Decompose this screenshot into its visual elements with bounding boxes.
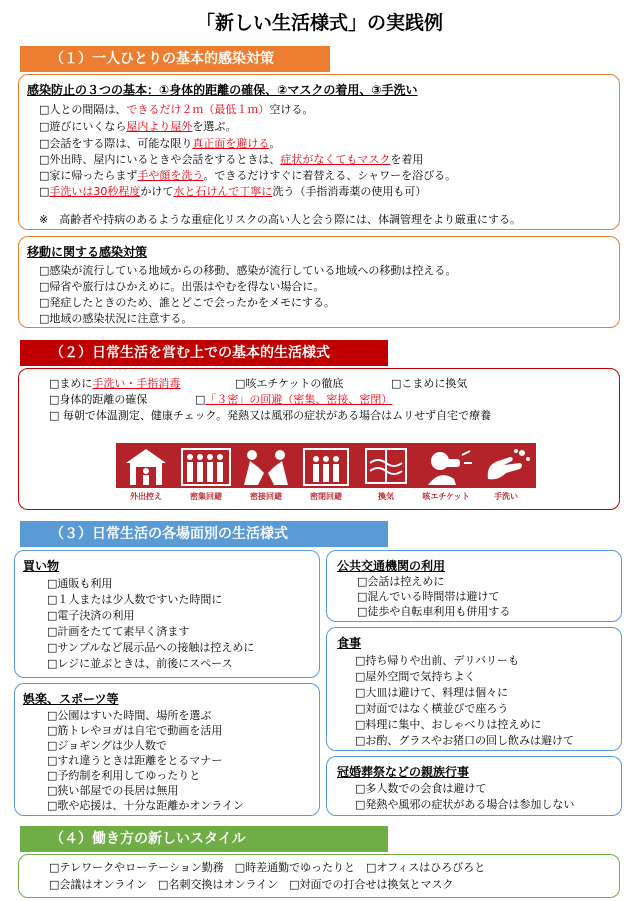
movement-box bbox=[18, 236, 620, 328]
basic-measures-box bbox=[18, 74, 620, 230]
movement-item: □感染が流行している地域からの移動、感染が流行している地域への移動は控える。 bbox=[39, 264, 457, 277]
transit-box bbox=[326, 550, 622, 622]
section-4-header: （４）働き方の新しいスタイル bbox=[20, 826, 388, 852]
meals-item: □お酌、グラスやお猪口の回し飲みは避けて bbox=[355, 734, 575, 747]
transit-heading: 公共交通機関の利用 bbox=[337, 559, 446, 573]
basic-item-2: □遊びにいくなら屋内より屋外を選ぶ。 bbox=[39, 120, 237, 133]
leisure-item: □すれ違うときは距離をとるマナー bbox=[47, 754, 223, 767]
cough-etiquette-icon bbox=[416, 443, 476, 488]
movement-heading: 移動に関する感染対策 bbox=[27, 245, 148, 259]
shopping-item: □１人または少人数ですいた時間に bbox=[47, 593, 223, 606]
shopping-item: □電子決済の利用 bbox=[47, 609, 135, 622]
basic-item-4: □外出時、屋内にいるときや会話をするときは、症状がなくてもマスクを着用 bbox=[39, 153, 424, 166]
basic-item-6: □手洗いは30秒程度かけて水と石けんで丁寧に洗う（手指消毒薬の使用も可） bbox=[39, 185, 427, 198]
leisure-item: □ジョギングは少人数で bbox=[47, 739, 167, 752]
handwash-icon bbox=[476, 443, 536, 488]
transit-item: □徒歩や自転車利用も併用する bbox=[357, 605, 511, 618]
icon-label: 密閉回避 bbox=[310, 492, 342, 501]
section-1-header: （１）一人ひとりの基本的感染対策 bbox=[20, 46, 330, 72]
shopping-item: □計画をたてて素早く済ます bbox=[47, 625, 190, 638]
shopping-box bbox=[14, 550, 320, 678]
close-contact-icon bbox=[236, 443, 296, 488]
ceremony-item: □多人数での会食は避けて bbox=[355, 782, 487, 795]
basic-note: ※ 高齢者や持病のあるような重症化リスクの高い人と会う際には、体調管理をより厳重にする。 bbox=[39, 213, 521, 226]
icon-label: 密集回避 bbox=[190, 492, 222, 501]
movement-item: □地域の感染状況に注意する。 bbox=[39, 312, 193, 325]
ceremony-item: □発熱や風邪の症状がある場合は参加しない bbox=[355, 798, 575, 811]
ceremony-box bbox=[326, 756, 622, 816]
daily-item-ventilation: □こまめに換気 bbox=[391, 377, 468, 390]
leisure-item: □歌や応援は、十分な距離かオンライン bbox=[47, 799, 245, 812]
daily-basics-box bbox=[18, 368, 620, 510]
house-person-icon bbox=[116, 443, 176, 488]
meals-item: □持ち帰りや出前、デリバリーも bbox=[355, 654, 520, 667]
icon-label: 手洗い bbox=[494, 492, 518, 501]
meals-box bbox=[326, 627, 622, 751]
meals-item: □大皿は避けて、料理は個々に bbox=[355, 686, 509, 699]
crowd-icon bbox=[176, 443, 236, 488]
leisure-box bbox=[14, 683, 320, 816]
transit-item: □会話は控えめに bbox=[357, 575, 445, 588]
workstyle-box bbox=[18, 854, 620, 898]
daily-item-distance: □身体的距離の確保 bbox=[49, 393, 148, 406]
daily-item-handwash: □まめに手洗い・手指消毒 bbox=[49, 377, 181, 390]
transit-item: □混んでいる時間帯は避けて bbox=[357, 590, 500, 603]
basic-item-1: □人との間隔は、できるだけ２ｍ（最低１ｍ）空ける。 bbox=[39, 103, 314, 116]
basic-item-3: □会話をする際は、可能な限り真正面を避ける。 bbox=[39, 137, 281, 150]
meals-heading: 食事 bbox=[337, 636, 362, 650]
daily-item-cough: □咳エチケットの徹底 bbox=[235, 377, 344, 390]
basic-item-5: □家に帰ったらまず手や顔を洗う。できるだけすぐに着替える、シャワーを浴びる。 bbox=[39, 169, 457, 182]
icon-label: 外出控え bbox=[130, 492, 162, 501]
leisure-item: □予約制を利用してゆったりと bbox=[47, 769, 201, 782]
leisure-item: □筋トレやヨガは自宅で動画を活用 bbox=[47, 724, 223, 737]
daily-item-health-check: □ 毎朝で体温測定、健康チェック。発熱又は風邪の症状がある場合はムリせず自宅で療養 bbox=[49, 409, 492, 422]
shopping-item: □通販も利用 bbox=[47, 577, 113, 590]
meals-item: □屋外空間で気持ちよく bbox=[355, 670, 476, 683]
icon-label: 換気 bbox=[378, 492, 394, 501]
icon-label: 密接回避 bbox=[250, 492, 282, 501]
meals-item: □料理に集中、おしゃべりは控えめに bbox=[355, 718, 542, 731]
ventilation-icon bbox=[356, 443, 416, 488]
section-2-header: （２）日常生活を営む上での基本的生活様式 bbox=[20, 340, 388, 366]
daily-item-3c: □「３密」の回避（密集、密接、密閉） bbox=[195, 393, 393, 406]
section-3-header: （３）日常生活の各場面別の生活様式 bbox=[20, 521, 388, 547]
leisure-item: □狭い部屋での長居は無用 bbox=[47, 784, 179, 797]
meals-item: □対面ではなく横並びで座ろう bbox=[355, 702, 509, 715]
shopping-heading: 買い物 bbox=[23, 559, 60, 573]
leisure-heading: 娯楽、スポーツ等 bbox=[23, 692, 119, 706]
shopping-item: □サンプルなど展示品への接触は控えめに bbox=[47, 641, 255, 654]
basic-measures-heading: 感染防止の３つの基本：①身体的距離の確保、②マスクの着用、③手洗い bbox=[27, 83, 418, 97]
movement-item: □帰省や旅行はひかえめに。出張はやむを得ない場合に。 bbox=[39, 280, 325, 293]
shopping-item: □レジに並ぶときは、前後にスペース bbox=[47, 657, 233, 670]
workstyle-row-2: □会議はオンライン □名刺交換はオンライン □対面での打合せは換気とマスク bbox=[49, 878, 454, 891]
icon-label: 咳エチケット bbox=[422, 492, 470, 501]
leisure-item: □公園はすいた時間、場所を選ぶ bbox=[47, 709, 212, 722]
workstyle-row-1: □テレワークやローテーション勤務 □時差通勤でゆったりと □オフィスはひろびろと bbox=[49, 861, 486, 874]
page-title: 「新しい生活様式」の実践例 bbox=[195, 12, 443, 34]
closed-room-icon bbox=[296, 443, 356, 488]
movement-item: □発症したときのため、誰とどこで会ったかをメモにする。 bbox=[39, 296, 335, 309]
ceremony-heading: 冠婚葬祭などの親族行事 bbox=[337, 765, 470, 779]
